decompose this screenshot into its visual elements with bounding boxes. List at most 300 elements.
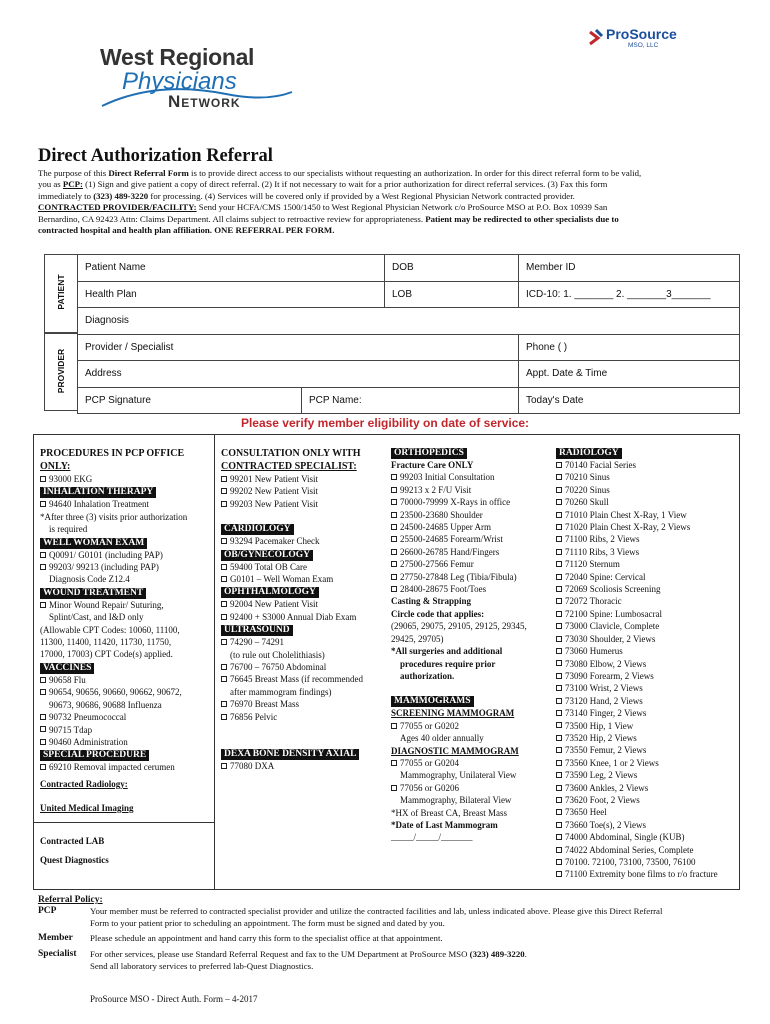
procedure-item — [391, 571, 551, 583]
checkbox-icon[interactable] — [556, 462, 562, 468]
procedure-item — [556, 521, 738, 533]
checkbox-icon[interactable] — [221, 564, 227, 570]
intro-text: is to provide direct access to our specialists without requesting an authorization. In order for this direct referral form to be valid, — [188, 168, 642, 178]
note-text: DIAGNOSTIC MAMMOGRAM — [391, 745, 519, 756]
procedure-item — [556, 546, 738, 558]
checkbox-icon[interactable] — [556, 611, 562, 617]
procedure-label: 99201 New Patient Visit — [230, 474, 319, 484]
checkbox-icon[interactable] — [221, 501, 227, 507]
checkbox-icon[interactable] — [391, 524, 397, 530]
procedure-item — [221, 573, 386, 585]
col1-title-1: PROCEDURES IN PCP OFFICE — [40, 448, 185, 459]
procedure-label: 92400 + S3000 Annual Diab Exam — [230, 611, 357, 622]
intro-bold: PCP: — [62, 179, 83, 190]
note-text: Circle code that applies: — [391, 608, 485, 619]
section-header-label: ORTHOPEDICS — [391, 448, 467, 459]
note-text: 11300, 11400, 11420, 11730, 11750, — [40, 637, 172, 648]
specialist-text: For other services, please use Standard Referral Request and fax to the UM Department at ProSource MSO — [90, 949, 470, 959]
checkbox-icon[interactable] — [556, 847, 562, 853]
checkbox-icon[interactable] — [556, 772, 562, 778]
intro-text: Send your HCFA/CMS 1500/1450 to West Regional Physician Network c/o ProSource MSO at P.O. Box 10939 San — [196, 202, 608, 213]
phone-field[interactable]: Phone ( ) — [519, 334, 740, 361]
procedure-label: 99203 New Patient Visit — [230, 498, 319, 509]
procedure-item — [556, 583, 738, 595]
checkbox-icon[interactable] — [556, 785, 562, 791]
section-header-label: INHALATION THERAPY — [40, 487, 156, 498]
checkbox-icon[interactable] — [556, 673, 562, 679]
procedure-item — [221, 661, 386, 673]
procedure-label: 72072 Thoracic — [565, 596, 622, 607]
procedure-label: 90732 Pneumococcal — [49, 712, 127, 723]
procedure-item — [391, 757, 551, 769]
note-text: _____/_____/_______ — [391, 832, 473, 843]
checkbox-icon[interactable] — [391, 574, 397, 580]
checkbox-icon[interactable] — [556, 760, 562, 766]
procedure-label: 73080 Elbow, 2 Views — [565, 658, 647, 669]
procedure-label: 26600-26785 Hand/Fingers — [400, 546, 500, 557]
section-header — [40, 748, 212, 761]
procedure-item — [391, 509, 551, 521]
procedure-item — [556, 757, 738, 769]
checkbox-icon[interactable] — [221, 614, 227, 620]
procedure-label: 72040 Spine: Cervical — [565, 571, 646, 582]
policy-specialist-label: Specialist — [38, 949, 77, 959]
section-header-label: WELL WOMAN EXAM — [40, 538, 147, 549]
section-header — [556, 446, 738, 459]
checkbox-icon[interactable] — [556, 487, 562, 493]
procedure-item — [556, 533, 738, 545]
spacer — [221, 723, 386, 735]
checkbox-icon[interactable] — [391, 723, 397, 729]
checkbox-icon[interactable] — [556, 524, 562, 530]
procedure-item — [221, 498, 386, 510]
checkbox-icon[interactable] — [556, 536, 562, 542]
procedure-label: 72069 Scoliosis Screening — [565, 584, 661, 595]
procedure-item — [556, 844, 738, 856]
procedure-item — [391, 484, 551, 496]
procedure-label: 73140 Finger, 2 Views — [565, 708, 647, 719]
note-text: 17000, 17003) CPT Code(s) applied. — [40, 649, 173, 660]
intro-text: Bernardino, CA 92423 Attn: Claims Department. All claims subject to retroactive review for appropriateness. — [38, 213, 426, 224]
checkbox-icon[interactable] — [556, 710, 562, 716]
note-text: (to rule out Cholelithiasis) — [230, 649, 325, 660]
procedure-label: 73100 Wrist, 2 Views — [565, 683, 643, 694]
procedure-label: 90658 Flu — [49, 674, 86, 685]
procedure-label: 73060 Humerus — [565, 646, 623, 657]
procedure-item — [40, 686, 212, 698]
checkbox-icon[interactable] — [40, 677, 46, 683]
procedure-label: 73030 Shoulder, 2 Views — [565, 633, 656, 644]
checkbox-icon[interactable] — [391, 785, 397, 791]
policy-pcp-line-1: Your member must be referred to contracted specialist provider and utilize the contracted facilities and lab, unless indicated above. Please give this Direct Referral — [90, 906, 663, 916]
procedure-item — [556, 620, 738, 632]
checkbox-icon[interactable] — [556, 549, 562, 555]
checkbox-icon[interactable] — [556, 859, 562, 865]
diagnosis-field[interactable]: Diagnosis — [78, 308, 740, 335]
section-header-label: MAMMOGRAMS — [391, 696, 474, 707]
procedure-label: 70100. 72100, 73100, 73500, 76100 — [565, 857, 696, 867]
procedure-item — [391, 496, 551, 508]
procedure-item — [556, 509, 738, 521]
radiology-column — [556, 446, 738, 881]
checkbox-icon[interactable] — [40, 501, 46, 507]
procedure-label: 73560 Knee, 1 or 2 Views — [565, 757, 659, 768]
procedure-item — [556, 819, 738, 831]
procedure-item — [391, 782, 551, 794]
patient-side-tab — [44, 254, 77, 333]
form-row-patient — [78, 255, 740, 282]
intro-bold: CONTRACTED PROVIDER/FACILITY: — [38, 202, 197, 213]
procedure-item — [556, 782, 738, 794]
checkbox-icon[interactable] — [221, 601, 227, 607]
spacer — [391, 682, 551, 694]
checkbox-icon[interactable] — [40, 564, 46, 570]
note-text: Diagnosis Code Z12.4 — [49, 574, 130, 585]
checkbox-icon[interactable] — [40, 739, 46, 745]
policy-pcp-line-2: Form to your patient prior to scheduling an appointment. The form must be signed and dated by you. — [90, 917, 445, 928]
checkbox-icon[interactable] — [391, 474, 397, 480]
checkbox-icon[interactable] — [40, 476, 46, 482]
checkbox-icon[interactable] — [221, 488, 227, 494]
section-header-label: DEXA BONE DENSITY AXIAL — [221, 749, 359, 760]
section-header-label: CARDIOLOGY — [221, 524, 294, 535]
orthopedics-column — [391, 446, 551, 844]
intro-line-5 — [38, 214, 740, 225]
procedure-item — [556, 496, 738, 508]
checkbox-icon[interactable] — [391, 760, 397, 766]
pcp-office-column — [40, 447, 212, 774]
procedure-label: 70210 Sinus — [565, 472, 610, 483]
checkbox-icon[interactable] — [221, 701, 227, 707]
procedure-item — [391, 720, 551, 732]
procedure-item — [556, 794, 738, 806]
section-header — [40, 536, 212, 549]
procedure-item — [40, 473, 212, 485]
checkbox-icon[interactable] — [556, 685, 562, 691]
checkbox-icon[interactable] — [556, 722, 562, 728]
checkbox-icon[interactable] — [391, 549, 397, 555]
prosource-name: ProSource — [606, 26, 677, 42]
patient-name-field[interactable]: Patient Name — [78, 255, 385, 282]
col2-title-1: CONSULTATION ONLY WITH — [221, 448, 361, 459]
checkbox-icon[interactable] — [556, 623, 562, 629]
checkbox-icon[interactable] — [556, 636, 562, 642]
specialist-fax: (323) 489-3220 — [469, 949, 525, 959]
col1-title-2: ONLY: — [40, 461, 71, 472]
section-header — [40, 661, 212, 674]
section-header — [391, 694, 551, 707]
checkbox-icon[interactable] — [221, 763, 227, 769]
procedure-label: 70260 Skull — [565, 497, 609, 508]
appt-field[interactable]: Appt. Date & Time — [519, 361, 740, 388]
policy-specialist-line-1 — [90, 949, 527, 961]
section-header — [40, 586, 212, 599]
specialist-text: . — [524, 949, 527, 959]
icd-field[interactable]: ICD-10: 1. _______ 2. _______3_______ — [519, 281, 740, 308]
intro-text: (1) Sign and give patient a copy of direct referral. (2) It if not necessary to wait for a prior authorization for direct referral services. (3) Fax this form — [82, 179, 608, 190]
procedure-label: 73550 Femur, 2 Views — [565, 745, 647, 756]
procedure-label: 76645 Breast Mass (if recommended — [230, 674, 363, 685]
checkbox-icon[interactable] — [556, 474, 562, 480]
procedure-label: 71020 Plain Chest X-Ray, 2 Views — [565, 522, 691, 533]
procedure-item — [221, 598, 386, 610]
checkbox-icon[interactable] — [221, 676, 227, 682]
checkbox-icon[interactable] — [556, 822, 562, 828]
procedure-item — [556, 720, 738, 732]
note-text: Casting & Strapping — [391, 596, 472, 607]
procedure-label: G0101 – Well Woman Exam — [230, 574, 334, 585]
note-text: *Date of Last Mammogram — [391, 819, 498, 830]
todays-date-field[interactable]: Today's Date — [519, 387, 740, 414]
procedure-item — [40, 724, 212, 736]
procedure-item — [221, 760, 386, 772]
intro-line-2 — [38, 179, 740, 190]
col1-list — [40, 473, 212, 774]
procedures-divider-1 — [214, 434, 215, 890]
section-header-label: WOUND TREATMENT — [40, 588, 146, 599]
procedure-label: 77055 or G0202 — [400, 720, 459, 731]
pcp-signature-field[interactable]: PCP Signature — [78, 387, 302, 414]
col3-list — [391, 446, 551, 844]
checkbox-icon[interactable] — [221, 538, 227, 544]
procedure-label: 76970 Breast Mass — [230, 699, 299, 710]
procedure-label: 71120 Sternum — [565, 559, 620, 570]
prosource-sub: MSO, LLC — [628, 42, 659, 49]
procedure-item — [556, 608, 738, 620]
procedure-item — [40, 711, 212, 723]
spacer — [221, 735, 386, 747]
procedure-item — [221, 636, 386, 648]
procedure-item — [221, 485, 386, 497]
checkbox-icon[interactable] — [556, 735, 562, 741]
prosource-mark-icon — [588, 28, 604, 48]
checkbox-icon[interactable] — [221, 476, 227, 482]
wrpn-logo — [96, 44, 296, 116]
procedure-label: 74022 Abdominal Series, Complete — [565, 844, 694, 855]
checkbox-icon[interactable] — [556, 598, 562, 604]
procedure-label: 90715 Tdap — [49, 724, 93, 735]
checkbox-icon[interactable] — [391, 512, 397, 518]
checkbox-icon[interactable] — [556, 586, 562, 592]
provider-side-tab — [44, 333, 77, 411]
checkbox-icon[interactable] — [556, 648, 562, 654]
procedure-label: 99203 Initial Consultation — [400, 472, 495, 483]
consultation-column — [221, 447, 386, 773]
address-field[interactable]: Address — [78, 361, 519, 388]
checkbox-icon[interactable] — [556, 797, 562, 803]
procedure-item — [556, 769, 738, 781]
checkbox-icon[interactable] — [556, 809, 562, 815]
intro-line-3 — [38, 191, 740, 202]
note-text: (Allowable CPT Codes: 10060, 11100, — [40, 624, 180, 635]
note-text: (29065, 29075, 29105, 29125, 29345, — [391, 621, 527, 632]
checkbox-icon[interactable] — [40, 602, 46, 608]
health-plan-field[interactable]: Health Plan — [78, 281, 385, 308]
checkbox-icon[interactable] — [556, 499, 562, 505]
intro-bold: Patient may be redirected to other specialists due to — [425, 213, 619, 224]
policy-member-text: Please schedule an appointment and hand carry this form to the specialist office at that appointment. — [90, 933, 443, 943]
procedure-item — [391, 558, 551, 570]
procedure-label: 72100 Spine: Lumbosacral — [565, 608, 662, 619]
section-header-label: OPHTHALMOLOGY — [221, 587, 319, 598]
checkbox-icon[interactable] — [556, 512, 562, 518]
procedure-label: 70140 Facial Series — [565, 460, 636, 470]
policy-specialist-line-2: Send all laboratory services to preferred lab-Quest Diagnostics. — [90, 960, 314, 971]
col2-title-2: CONTRACTED SPECIALIST: — [221, 461, 357, 472]
checkbox-icon[interactable] — [556, 574, 562, 580]
checkbox-icon[interactable] — [391, 586, 397, 592]
procedure-item — [556, 459, 738, 471]
logo-line-3: Network — [168, 92, 241, 111]
procedure-label: 99202 New Patient Visit — [230, 486, 319, 497]
dob-field[interactable]: DOB — [385, 255, 519, 282]
procedure-item — [40, 736, 212, 748]
procedure-label: 69210 Removal impacted cerumen — [49, 762, 175, 773]
procedure-label: Minor Wound Repair/ Suturing, — [49, 599, 164, 610]
procedure-item — [556, 868, 738, 880]
intro-line-6 — [38, 225, 740, 236]
procedure-label: 59400 Total OB Care — [230, 561, 307, 572]
checkbox-icon[interactable] — [556, 561, 562, 567]
procedure-label: 73520 Hip, 2 Views — [565, 732, 637, 743]
checkbox-icon[interactable] — [221, 576, 227, 582]
procedure-label: 71010 Plain Chest X-Ray, 1 View — [565, 509, 687, 520]
procedure-item — [221, 611, 386, 623]
section-header — [221, 585, 386, 598]
note-text: 90673, 90686, 90688 Influenza — [49, 699, 162, 710]
checkbox-icon[interactable] — [40, 689, 46, 695]
checkbox-icon[interactable] — [221, 664, 227, 670]
procedure-item — [221, 698, 386, 710]
procedure-item — [556, 707, 738, 719]
intro-text: for processing. (4) Services will be covered only if provided by a West Regional Physician Network contracted provider. — [148, 190, 575, 201]
checkbox-icon[interactable] — [556, 747, 562, 753]
procedure-item — [40, 549, 212, 561]
procedure-item — [391, 546, 551, 558]
procedure-item — [556, 856, 738, 868]
procedure-item — [556, 831, 738, 843]
procedure-item — [556, 471, 738, 483]
patient-tab-label: PATIENT — [56, 274, 66, 310]
section-header-label: SPECIAL PROCEDURE — [40, 750, 149, 761]
section-header — [40, 485, 212, 498]
intro-bold: Direct Referral Form — [108, 168, 189, 178]
form-row-signature — [78, 387, 740, 414]
procedure-item — [556, 558, 738, 570]
intro-line-1 — [38, 168, 740, 179]
procedure-label: 73660 Toe(s), 2 Views — [565, 819, 646, 830]
note-text: is required — [49, 524, 88, 535]
checkbox-icon[interactable] — [391, 499, 397, 505]
contracted-radiology-name: United Medical Imaging — [40, 803, 134, 813]
note-text: after mammogram findings) — [230, 686, 332, 697]
procedure-item — [556, 732, 738, 744]
procedure-label: 73500 Hip, 1 View — [565, 720, 634, 731]
procedure-item — [40, 561, 212, 573]
checkbox-icon[interactable] — [391, 536, 397, 542]
procedure-label: 73600 Ankles, 2 Views — [565, 782, 649, 793]
procedure-item — [556, 658, 738, 670]
procedure-label: 25500-24685 Forearm/Wrist — [400, 534, 503, 545]
policy-member-label: Member — [38, 933, 73, 943]
note-text: Splint/Cast, and I&D only — [49, 612, 144, 623]
checkbox-icon[interactable] — [40, 726, 46, 732]
section-header — [391, 446, 551, 459]
procedure-item — [391, 583, 551, 595]
checkbox-icon[interactable] — [556, 834, 562, 840]
member-id-field[interactable]: Member ID — [519, 255, 740, 282]
procedure-item — [556, 484, 738, 496]
note-text: authorization. — [400, 670, 455, 681]
procedure-label: 70000-79999 X-Rays in office — [400, 497, 511, 508]
checkbox-icon[interactable] — [221, 714, 227, 720]
procedure-label: 73650 Heel — [565, 807, 607, 818]
note-text: 29425, 29705) — [391, 633, 444, 644]
procedure-label: 73120 Hand, 2 Views — [565, 695, 643, 706]
checkbox-icon[interactable] — [40, 764, 46, 770]
contracted-lab-label: Contracted LAB — [40, 836, 105, 846]
procedure-item — [556, 682, 738, 694]
procedure-label: 76856 Pelvic — [230, 711, 278, 722]
checkbox-icon[interactable] — [391, 561, 397, 567]
section-header-label: VACCINES — [40, 663, 94, 674]
checkbox-icon[interactable] — [556, 871, 562, 877]
procedure-label: 90654, 90656, 90660, 90662, 90672, — [49, 687, 182, 698]
section-header-label: ULTRASOUND — [221, 625, 293, 636]
checkbox-icon[interactable] — [391, 487, 397, 493]
pcp-name-field[interactable]: PCP Name: — [302, 387, 519, 414]
provider-field[interactable]: Provider / Specialist — [78, 334, 519, 361]
procedure-label: 77080 DXA — [230, 761, 275, 772]
checkbox-icon[interactable] — [40, 552, 46, 558]
procedure-label: 73590 Leg, 2 Views — [565, 770, 638, 781]
note-text: *All surgeries and additional — [391, 646, 503, 657]
note-text: *HX of Breast CA, Breast Mass — [391, 807, 507, 818]
footer-form-id: ProSource MSO - Direct Auth. Form – 4-2017 — [90, 994, 258, 1004]
procedure-label: 71100 Extremity bone films to r/o fracture — [565, 869, 718, 880]
form-row-diagnosis — [78, 308, 740, 335]
note-text: Fracture Care ONLY — [391, 460, 474, 470]
procedure-label: 24500-24685 Upper Arm — [400, 522, 491, 533]
checkbox-icon[interactable] — [40, 714, 46, 720]
procedure-label: 94640 Inhalation Treatment — [49, 499, 149, 510]
procedure-item — [221, 561, 386, 573]
note-text: SCREENING MAMMOGRAM — [391, 708, 515, 719]
procedures-divider-2 — [33, 822, 214, 823]
checkbox-icon[interactable] — [556, 660, 562, 666]
note-text: procedures require prior — [400, 658, 496, 669]
lob-field[interactable]: LOB — [385, 281, 519, 308]
checkbox-icon[interactable] — [556, 698, 562, 704]
procedure-label: 93294 Pacemaker Check — [230, 536, 320, 547]
section-header-label: OB/GYNECOLOGY — [221, 550, 313, 561]
procedure-item — [556, 633, 738, 645]
procedure-label: 77055 or G0204 — [400, 757, 459, 768]
procedure-item — [556, 571, 738, 583]
procedure-item — [556, 670, 738, 682]
procedure-label: 93000 EKG — [49, 474, 93, 484]
procedure-item — [40, 761, 212, 773]
checkbox-icon[interactable] — [221, 639, 227, 645]
page-title: Direct Authorization Referral — [38, 146, 273, 166]
policy-pcp-label: PCP — [38, 906, 57, 916]
form-row-address — [78, 361, 740, 388]
spacer — [221, 510, 386, 522]
procedure-item — [556, 744, 738, 756]
procedure-item — [556, 645, 738, 657]
procedure-label: 74290 – 74291 — [230, 637, 284, 648]
procedure-label: 74000 Abdominal, Single (KUB) — [565, 832, 685, 843]
